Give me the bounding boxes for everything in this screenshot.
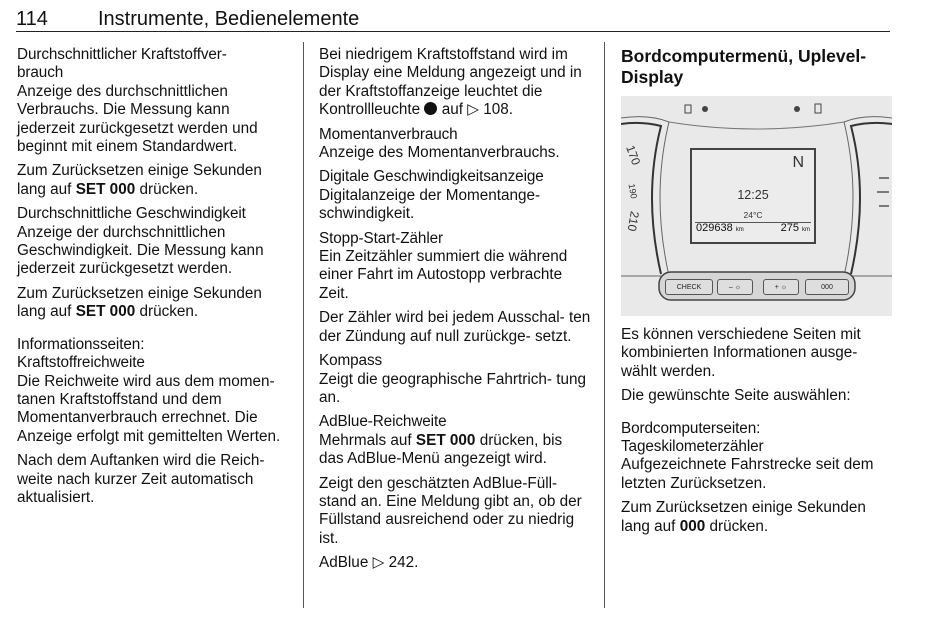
fuel-range-text: Die Reichweite wird aus dem momen- tanen Kraftstoffstand und dem Momentanverbrauch errechnet. Die Anzeige erfolgt mit gemittelten Werten. bbox=[17, 372, 281, 445]
gear-indicator: N bbox=[792, 154, 804, 171]
info-pages-heading: Informationsseiten: bbox=[17, 335, 145, 353]
check-button[interactable]: CHECK bbox=[665, 279, 713, 295]
low-fuel-text: Bei niedrigem Kraftstoffstand wird im Display eine Meldung angezeigt und in der Kraftstoffanzeige leuchtet die Kontrollleuchte auf ▷ 108. bbox=[319, 46, 582, 119]
set-000-label: SET 000 bbox=[75, 303, 136, 321]
compass-text: Zeigt die geographische Fahrtrich- tung an. bbox=[319, 370, 586, 406]
select-page-text: Die gewünschte Seite auswählen: bbox=[621, 387, 851, 405]
column-divider bbox=[604, 42, 605, 608]
speed-label: 210 bbox=[624, 210, 642, 233]
compass-heading: Kompass bbox=[319, 352, 383, 370]
current-consumption-heading: Momentanverbrauch bbox=[319, 125, 458, 143]
avg-fuel-reset-text: Zum Zurücksetzen einige Sekunden lang auf SET 000 drücken. bbox=[17, 162, 262, 198]
page-ref-arrow-icon: ▷ bbox=[372, 554, 385, 572]
instrument-cluster-illustration bbox=[621, 96, 892, 316]
avg-speed-reset-text: Zum Zurücksetzen einige Sekunden lang auf SET 000 drücken. bbox=[17, 284, 262, 321]
trip-computer-menu-heading: Bordcomputermenü, Uplevel-Display bbox=[621, 46, 867, 87]
stop-start-reset-text: Der Zähler wird bei jedem Ausschal- ten der Zündung auf null zurückge- setzt. bbox=[319, 309, 591, 345]
fuel-warning-lamp-icon bbox=[424, 102, 437, 115]
adblue-level-text: Zeigt den geschätzten AdBlue-Füll- stand an. Eine Meldung gibt an, ob der Füllstand ausreichend oder zu niedrig ist. bbox=[319, 474, 582, 547]
page-number: 114 bbox=[16, 8, 48, 30]
adblue-text: Mehrmals auf SET 000 drücken, bis das AdBlue-Menü angezeigt wird. bbox=[319, 431, 563, 468]
stop-start-heading: Stopp-Start-Zähler bbox=[319, 229, 444, 247]
page-ref-arrow-icon: ▷ bbox=[467, 101, 479, 119]
range-readout: 275 km bbox=[780, 221, 810, 234]
info-display bbox=[690, 148, 816, 244]
pages-intro-text: Es können verschiedene Seiten mit kombinierten Informationen ausge- wählt werden. bbox=[621, 326, 861, 380]
fuel-range-heading: Kraftstoffreichweite bbox=[17, 354, 145, 372]
current-consumption-text: Anzeige des Momentanverbrauchs. bbox=[319, 144, 560, 162]
page-ref: 108. bbox=[483, 101, 514, 119]
fuel-range-update-text: Nach dem Auftanken wird die Reich- weite nach kurzer Zeit automatisch aktualisiert. bbox=[17, 452, 265, 506]
trip-pages-heading: Bordcomputerseiten: bbox=[621, 419, 761, 437]
avg-speed-text: Anzeige der durchschnittlichen Geschwindigkeit. Die Messung kann jederzeit zurückgesetzt werden. bbox=[17, 223, 264, 278]
speed-label: 170 bbox=[623, 143, 644, 167]
column-3 bbox=[621, 46, 893, 536]
header-rule bbox=[16, 31, 890, 32]
trip-meter-heading: Tageskilometerzähler bbox=[621, 438, 764, 456]
set-000-label: SET 000 bbox=[75, 180, 136, 198]
digital-speed-heading: Digitale Geschwindigkeitsanzeige bbox=[319, 168, 544, 186]
set-000-label: SET 000 bbox=[415, 431, 476, 449]
avg-fuel-heading: Durchschnittlicher Kraftstoffver- brauch bbox=[17, 46, 227, 82]
dim-minus-button[interactable]: – ☼ bbox=[717, 279, 753, 295]
column-2 bbox=[319, 46, 591, 573]
outside-temperature: 24°C bbox=[743, 210, 763, 220]
avg-speed-heading: Durchschnittliche Geschwindigkeit bbox=[17, 205, 246, 223]
set-000-button[interactable]: 000 bbox=[805, 279, 849, 295]
digital-speed-text: Digitalanzeige der Momentange- schwindigkeit. bbox=[319, 186, 541, 223]
page-ref: 242. bbox=[388, 554, 419, 572]
adblue-ref-text: AdBlue ▷ 242. bbox=[319, 554, 419, 572]
clock: 12:25 bbox=[737, 188, 769, 202]
page-title: Instrumente, Bedienelemente bbox=[98, 8, 360, 30]
trip-meter-reset-text: Zum Zurücksetzen einige Sekunden lang auf 000 drücken. bbox=[621, 499, 866, 535]
column-divider bbox=[303, 42, 304, 608]
set-000-label: 000 bbox=[679, 517, 706, 535]
odometer: 029638 km bbox=[696, 221, 744, 234]
avg-fuel-text: Anzeige des durchschnittlichen Verbrauchs. Die Messung kann jederzeit zurückgesetzt werden und beginnt mit einem Standardwert. bbox=[17, 82, 258, 156]
speed-label: 190 bbox=[626, 182, 639, 200]
adblue-heading: AdBlue-Reichweite bbox=[319, 413, 447, 431]
stop-start-text: Ein Zeitzähler summiert die während einer Fahrt im Autostopp verbrachte Zeit. bbox=[319, 248, 568, 302]
column-1 bbox=[17, 46, 289, 507]
trip-meter-text: Aufgezeichnete Fahrstrecke seit dem letzten Zurücksetzen. bbox=[621, 456, 874, 492]
dim-plus-button[interactable]: + ☼ bbox=[763, 279, 799, 295]
